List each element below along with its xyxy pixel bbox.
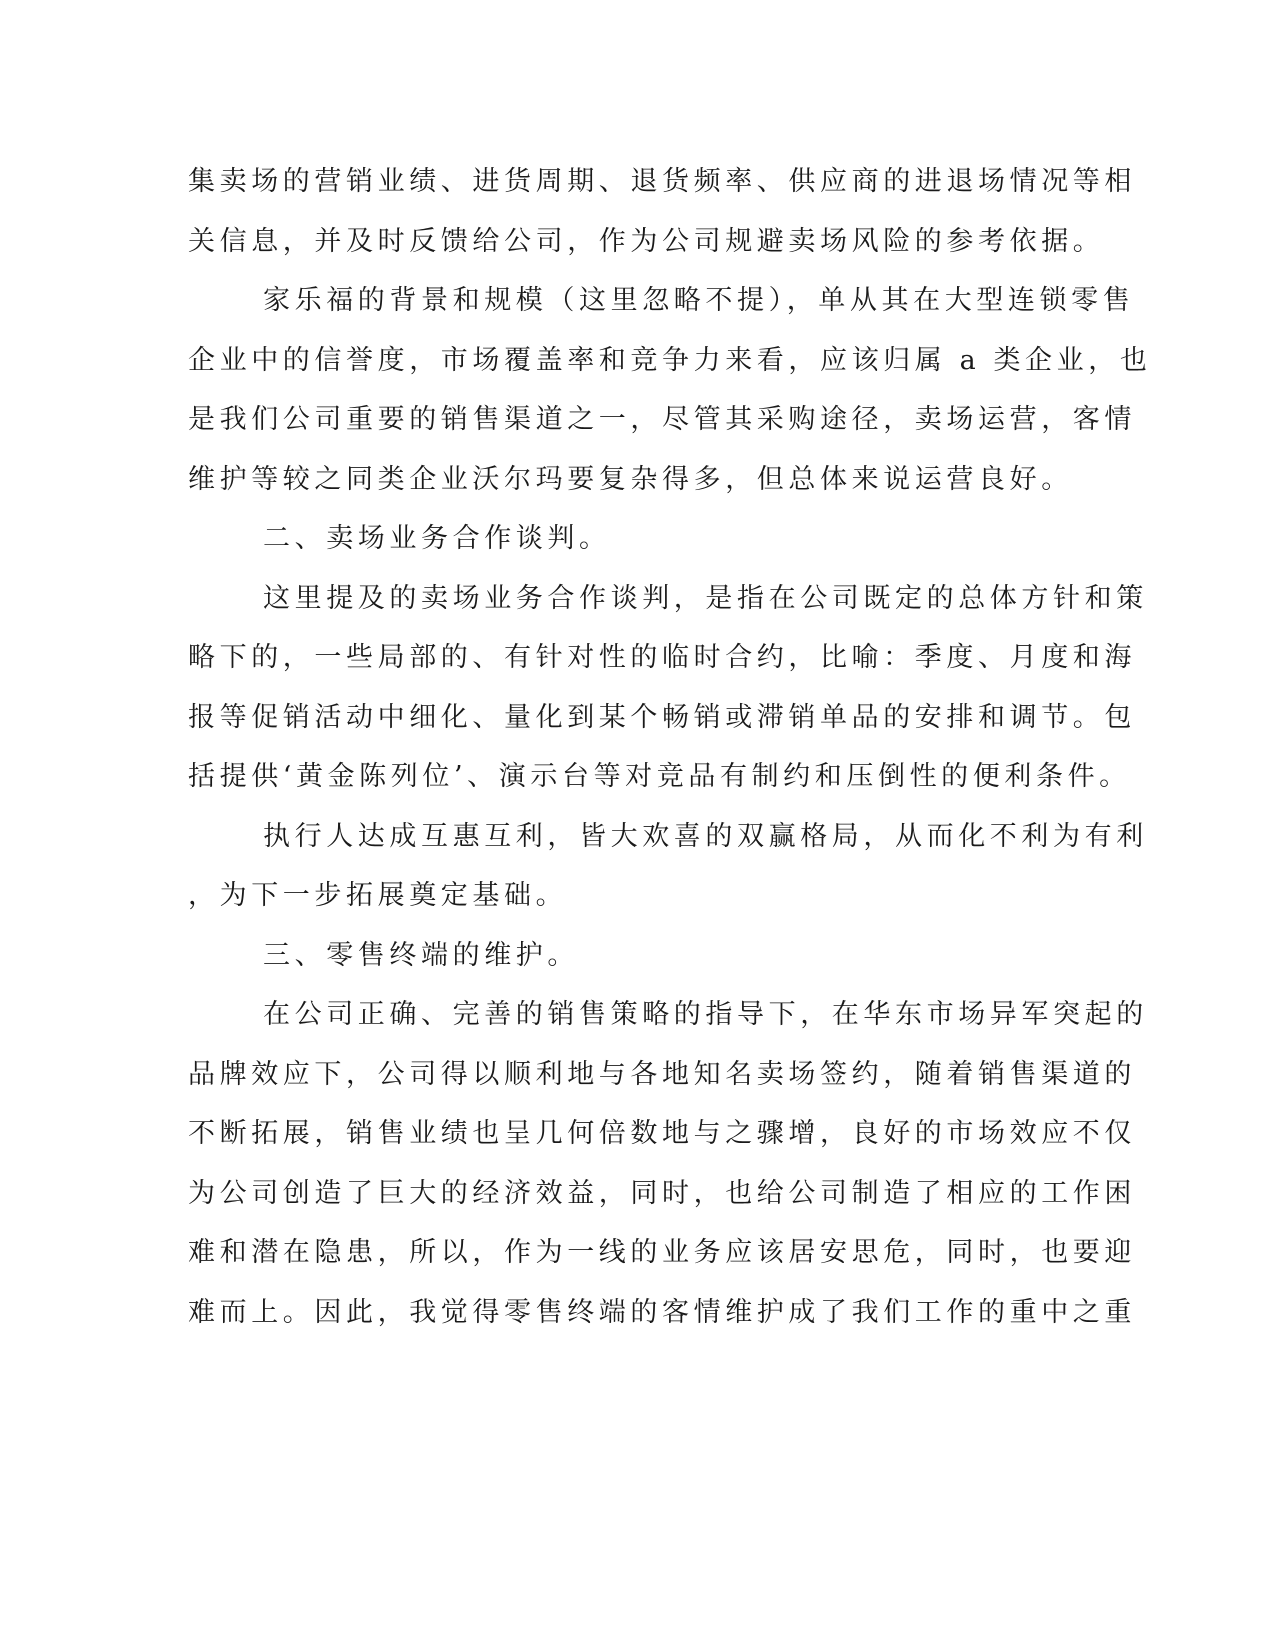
document-body [188,163,1152,1353]
text-line: 企业中的信誉度，市场覆盖率和竞争力来看，应该归属 a 类企业，也 [188,344,1152,376]
text-line: 难而上。因此，我觉得零售终端的客情维护成了我们工作的重中之重 [188,1296,1136,1328]
text-line: 为公司创造了巨大的经济效益，同时，也给公司制造了相应的工作困 [188,1177,1136,1209]
paragraph-start-line: 执行人达成互惠互利，皆大欢喜的双赢格局，从而化不利为有利 [263,820,1148,852]
paragraph-start-line: 在公司正确、完善的销售策略的指导下，在华东市场异军突起的 [263,999,1148,1030]
text-line: 略下的，一些局部的、有针对性的临时合约，比喻：季度、月度和海 [188,642,1136,673]
text-line: 括提供‘黄金陈列位’、演示台等对竞品有制约和压倒性的便利条件。 [188,761,1131,792]
text-line: 难和潜在隐患，所以，作为一线的业务应该居安思危，同时，也要迎 [188,1237,1136,1268]
text-line: 不断拓展，销售业绩也呈几何倍数地与之骤增，良好的市场效应不仅 [188,1118,1136,1149]
text-line: 品牌效应下，公司得以顺利地与各地知名卖场签约，随着销售渠道的 [188,1058,1136,1090]
text-line: 是我们公司重要的销售渠道之一，尽管其采购途径，卖场运营，客情 [188,404,1136,435]
text-line: 维护等较之同类企业沃尔玛要复杂得多，但总体来说运营良好。 [188,463,1073,495]
text-line: 报等促销活动中细化、量化到某个畅销或滞销单品的安排和调节。包 [188,701,1136,733]
text-line: 关信息，并及时反馈给公司，作为公司规避卖场风险的参考依据。 [188,225,1105,257]
text-line: 集卖场的营销业绩、进货周期、退货频率、供应商的进退场情况等相 [188,166,1136,197]
text-line: ，为下一步拓展奠定基础。 [188,880,568,911]
section-heading: 二、卖场业务合作谈判。 [263,523,611,554]
section-heading: 三、零售终端的维护。 [263,939,579,971]
paragraph-start-line: 这里提及的卖场业务合作谈判，是指在公司既定的总体方针和策 [263,582,1148,614]
paragraph-start-line: 家乐福的背景和规模（这里忽略不提），单从其在大型连锁零售 [263,285,1135,316]
